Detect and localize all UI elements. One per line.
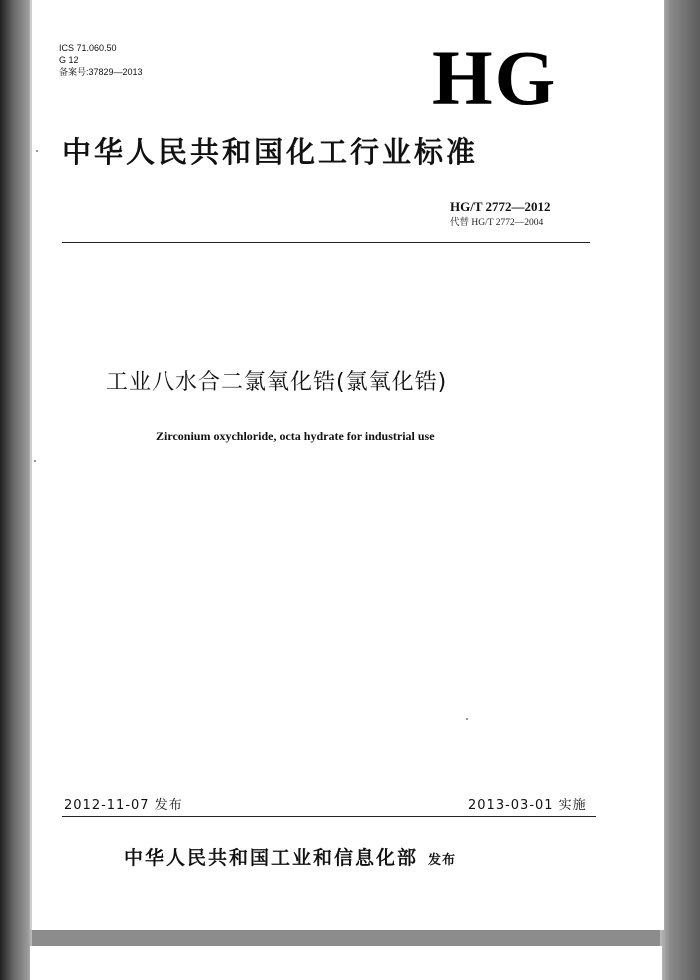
replaces-standard: 代替 HG/T 2772—2004	[450, 218, 544, 228]
filing-number: 备案号:37829—2013	[59, 67, 143, 77]
classification-block	[59, 42, 143, 78]
footer-divider	[62, 816, 596, 817]
issue-date: 2012-11-07 发布	[64, 798, 183, 813]
ccs-code: G 12	[59, 55, 79, 65]
document-title-english: Zirconium oxychloride, octa hydrate for industrial use	[156, 429, 435, 443]
hg-logo: HG	[432, 34, 558, 121]
standard-category-title: 中华人民共和国化工行业标准	[62, 135, 479, 169]
document-page	[30, 0, 664, 930]
scan-speck	[36, 150, 38, 152]
issuer-name: 中华人民共和国工业和信息化部	[124, 847, 419, 869]
scan-speck	[34, 460, 36, 462]
scan-left-edge	[0, 0, 32, 980]
document-title-chinese: 工业八水合二氯氧化锆(氯氧化锆)	[106, 370, 448, 395]
issuer-suffix: 发布	[428, 853, 457, 868]
scan-speck	[466, 718, 468, 720]
standard-number: HG/T 2772—2012	[450, 199, 551, 214]
header-divider	[62, 242, 590, 243]
issuing-authority	[124, 846, 456, 873]
scan-right-edge	[660, 0, 700, 980]
implementation-date: 2013-03-01 实施	[468, 798, 587, 813]
ics-code: ICS 71.060.50	[59, 43, 117, 53]
next-page-edge	[30, 946, 662, 980]
